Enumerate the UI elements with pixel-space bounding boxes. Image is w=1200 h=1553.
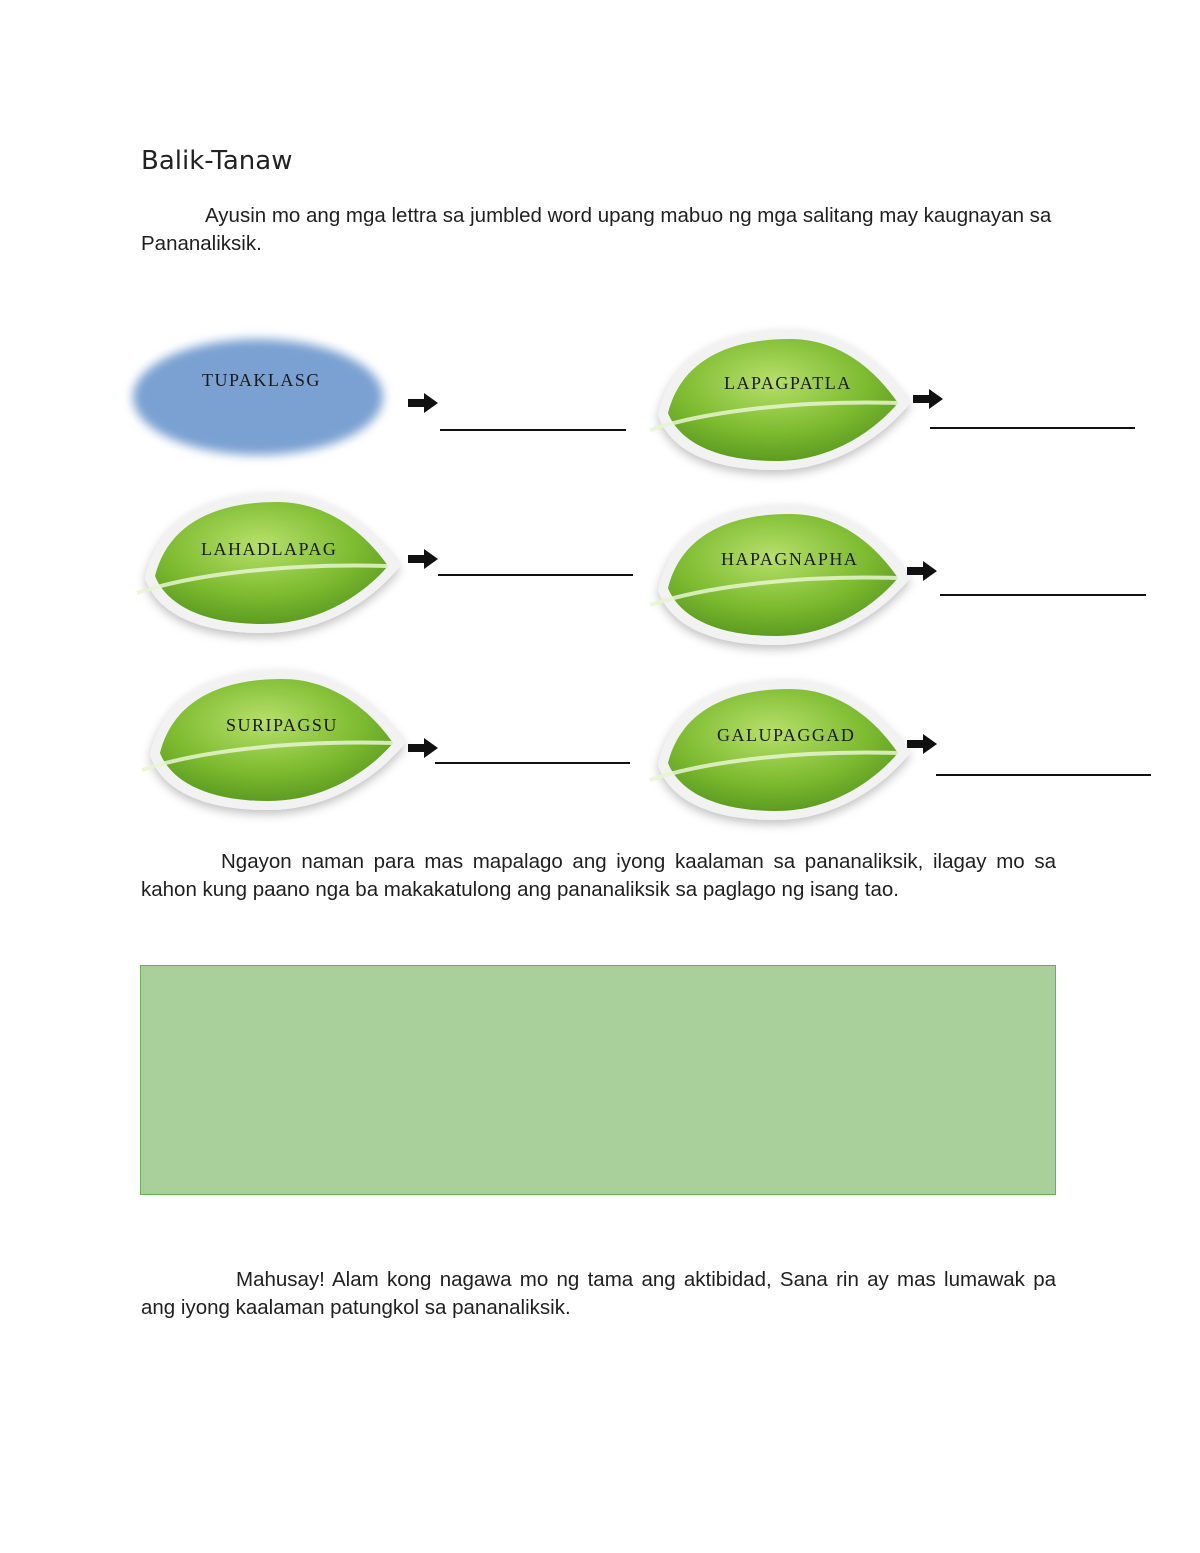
jumbled-word-item xyxy=(640,500,1150,650)
answer-blank[interactable] xyxy=(438,574,633,576)
answer-blank[interactable] xyxy=(936,774,1151,776)
prompt-text: Ngayon naman para mas mapalago ang iyong kaalaman sa pananaliksik, ilagay mo sa kahon kung paano nga ba makakatulong ang pananaliksik sa paglago ng isang tao. xyxy=(141,850,1056,901)
jumbled-word: LAPAGPATLA xyxy=(724,373,852,393)
closing-text: Mahusay! Alam kong nagawa mo ng tama ang aktibidad, Sana rin ay mas lumawak pa ang iyong kaalaman patungkol sa pananaliksik. xyxy=(141,1268,1056,1319)
leaf-shape xyxy=(640,325,920,475)
answer-blank[interactable] xyxy=(930,427,1135,429)
instructions-text: Ayusin mo ang mga lettra sa jumbled word upang mabuo ng mga salitang may kaugnayan sa Pananaliksik. xyxy=(141,204,1052,255)
answer-blank[interactable] xyxy=(940,594,1146,596)
answer-box[interactable] xyxy=(140,965,1056,1195)
arrow-right-icon xyxy=(408,393,438,413)
blue-oval-shape xyxy=(125,330,405,465)
arrow-right-icon xyxy=(913,389,943,409)
jumbled-word: HAPAGNAPHA xyxy=(721,549,859,569)
jumbled-word: SURIPAGSU xyxy=(226,715,338,735)
arrow-right-icon xyxy=(907,734,937,754)
jumbled-word: TUPAKLASG xyxy=(202,370,321,390)
leaf-shape xyxy=(640,500,920,650)
jumbled-word-item xyxy=(125,330,645,465)
jumbled-word-item xyxy=(640,675,1160,825)
leaf-shape xyxy=(125,488,410,638)
answer-blank[interactable] xyxy=(440,429,626,431)
jumbled-word: GALUPAGGAD xyxy=(717,725,856,745)
jumbled-word-item xyxy=(125,488,645,638)
answer-blank[interactable] xyxy=(435,762,630,764)
arrow-right-icon xyxy=(408,738,438,758)
jumbled-word: LAHADLAPAG xyxy=(201,539,338,559)
arrow-right-icon xyxy=(408,549,438,569)
leaf-shape xyxy=(640,675,920,825)
page-title: Balik-Tanaw xyxy=(141,146,293,176)
leaf-shape xyxy=(130,665,415,815)
jumbled-word-item xyxy=(640,325,1140,475)
arrow-right-icon xyxy=(907,561,937,581)
jumbled-word-item xyxy=(130,665,640,815)
